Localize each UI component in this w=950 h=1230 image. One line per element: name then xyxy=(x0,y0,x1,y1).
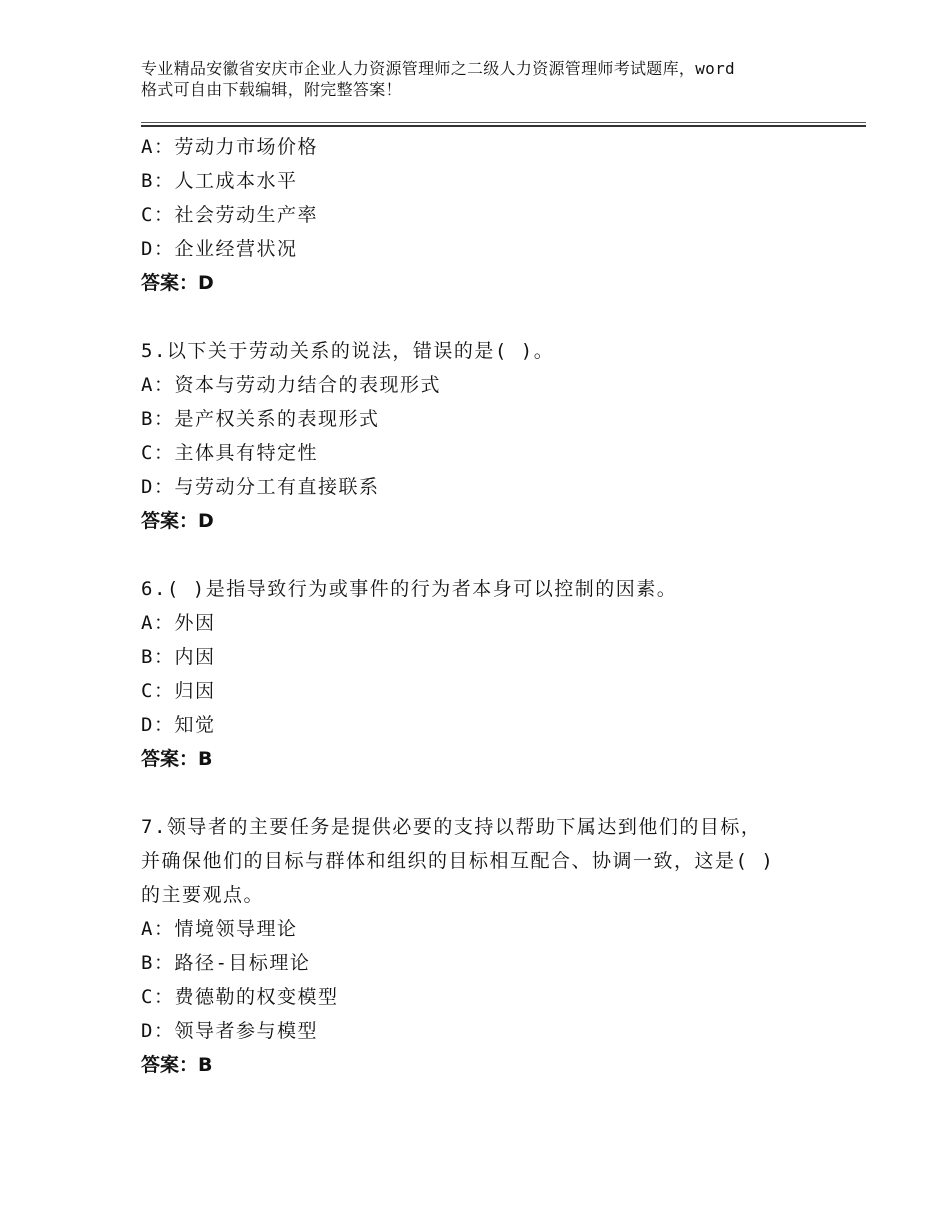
option-a: A：外因 xyxy=(141,612,216,634)
option-d: D：知觉 xyxy=(141,714,216,736)
option-a: A：劳动力市场价格 xyxy=(141,136,318,158)
option-c: C：主体具有特定性 xyxy=(141,442,318,464)
question-block-4 xyxy=(141,130,861,300)
header-title-line-1: 专业精品安徽省安庆市企业人力资源管理师之二级人力资源管理师考试题库，word xyxy=(141,59,735,78)
question-text: 6.( )是指导致行为或事件的行为者本身可以控制的因素。 xyxy=(141,578,678,600)
option-a: A：情境领导理论 xyxy=(141,918,298,940)
answer-label: 答案：D xyxy=(141,272,214,294)
document-header xyxy=(141,58,841,100)
option-d: D：与劳动分工有直接联系 xyxy=(141,476,380,498)
block-spacer xyxy=(141,776,861,810)
option-d: D：领导者参与模型 xyxy=(141,1020,318,1042)
header-divider-thin xyxy=(141,122,866,123)
option-a: A：资本与劳动力结合的表现形式 xyxy=(141,374,441,396)
option-d: D：企业经营状况 xyxy=(141,238,298,260)
question-text: 5.以下关于劳动关系的说法，错误的是( )。 xyxy=(141,340,555,362)
block-spacer xyxy=(141,300,861,334)
question-list xyxy=(141,130,861,1082)
option-b: B：路径-目标理论 xyxy=(141,952,311,974)
header-divider-thick xyxy=(141,125,866,127)
option-b: B：内因 xyxy=(141,646,216,668)
option-b: B：人工成本水平 xyxy=(141,170,298,192)
question-text-line-3: 的主要观点。 xyxy=(141,884,265,906)
question-block-6 xyxy=(141,572,861,776)
answer-label: 答案：D xyxy=(141,510,214,532)
option-b: B：是产权关系的表现形式 xyxy=(141,408,380,430)
block-spacer xyxy=(141,538,861,572)
question-text-line-1: 7.领导者的主要任务是提供必要的支持以帮助下属达到他们的目标， xyxy=(141,816,762,838)
question-block-5 xyxy=(141,334,861,538)
option-c: C：社会劳动生产率 xyxy=(141,204,318,226)
question-block-7 xyxy=(141,810,861,1082)
answer-label: 答案：B xyxy=(141,748,213,770)
header-title-line-2: 格式可自由下载编辑，附完整答案！ xyxy=(141,80,402,99)
answer-label: 答案：B xyxy=(141,1054,213,1076)
option-c: C：费德勒的权变模型 xyxy=(141,986,339,1008)
question-text-line-2: 并确保他们的目标与群体和组织的目标相互配合、协调一致，这是( ) xyxy=(141,850,775,872)
option-c: C：归因 xyxy=(141,680,216,702)
